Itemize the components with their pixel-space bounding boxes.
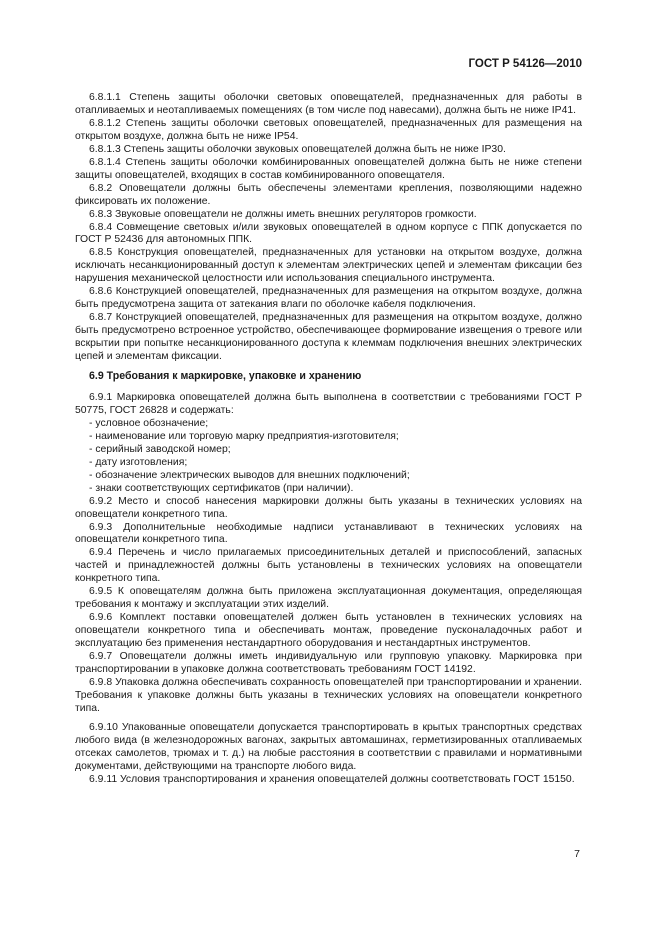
paragraph-6-9-5: 6.9.5 К оповещателям должна быть приложена эксплуатационная документация, определяющая требования к монтажу и эксплуатации этих изделий. [75,586,582,611]
list-item: - наименование или торговую марку предприятия-изготовителя; [75,431,582,444]
document-body [75,92,582,787]
paragraph-6-9-6: 6.9.6 Комплект поставки оповещателей должен быть установлен в технических условиях на оповещатели конкретного типа и обеспечивать монтаж, проведение пусконаладочных работ и эксплуатацию без применения нестандартного оборудования и нестандартных инструментов. [75,612,582,650]
list-item: - дату изготовления; [75,457,582,470]
paragraph-6-9-2: 6.9.2 Место и способ нанесения маркировки должны быть указаны в технических условиях на оповещатели конкретного типа. [75,495,582,520]
paragraph-6-8-1-2: 6.8.1.2 Степень защиты оболочки световых оповещателей, предназначенных для размещения на открытом воздухе, должна быть не ниже IP54. [75,117,582,142]
paragraph-6-8-1-1: 6.8.1.1 Степень защиты оболочки световых оповещателей, предназначенных для работы в отапливаемых и неотапливаемых помещениях (в том числе под навесами), должна быть не ниже IP41. [75,92,582,116]
paragraph-6-9-3: 6.9.3 Дополнительные необходимые надписи устанавливают в технических условиях на оповещатели конкретного типа. [75,521,582,546]
paragraph-6-9-4: 6.9.4 Перечень и число прилагаемых присоединительных деталей и приспособлений, запасных частей и принадлежностей должны быть установлены в технических условиях на оповещатели конкретного типа. [75,547,582,585]
paragraph-6-9-7: 6.9.7 Оповещатели должны иметь индивидуальную или групповую упаковку. Маркировка при транспортировании в упаковке должна соответствовать требованиям ГОСТ 14192. [75,651,582,675]
paragraph-6-8-5: 6.8.5 Конструкция оповещателей, предназначенных для установки на открытом воздухе, должна исключать несанкционированный доступ к элементам электрических цепей и элементам фиксации без нарушения механической целостности или использования специального инструмента. [75,247,582,285]
list-item: - условное обозначение; [75,418,582,431]
document-header: ГОСТ Р 54126—2010 [468,58,582,70]
marking-list [75,418,582,496]
page-number: 7 [574,848,580,860]
section-title: 6.9 Требования к маркировке, упаковке и хранению [89,370,362,383]
paragraph-6-9-10: 6.9.10 Упакованные оповещатели допускается транспортировать в крытых транспортных средствах любого вида (в железнодорожных вагонах, закрытых автомашинах, герметизированных отапливаемых отсеках самолетов, трюмах и т. д.) на любые расстояния в соответствии с правилами и нормативными документами, действующими на транспорте любого вида. [75,721,582,772]
list-item: - серийный заводской номер; [75,444,582,457]
paragraph-6-8-1-3: 6.8.1.3 Степень защиты оболочки звуковых оповещателей должна быть не ниже IP30. [89,143,506,155]
paragraph-6-8-6: 6.8.6 Конструкцией оповещателей, предназначенных для размещения на открытом воздухе, должна быть предусмотрена защита от затекания влаги по оболочке кабеля подключения. [75,286,582,311]
paragraph-6-8-4: 6.8.4 Совмещение световых и/или звуковых оповещателей в одном корпусе с ППК допускается по ГОСТ Р 52436 для автономных ППК. [75,221,582,246]
paragraph-6-9-8: 6.9.8 Упаковка должна обеспечивать сохранность оповещателей при транспортировании и хранении. Требования к упаковке должны быть указаны в технических условиях на оповещатели конкретного типа. [75,676,582,714]
paragraph-6-8-7: 6.8.7 Конструкцией оповещателей, предназначенных для размещения на открытом воздухе, должно быть предусмотрено встроенное устройство, обеспечивающее формирование извещения о тревоге или вскрытии при попытке несанкционированного доступа к клеммам подключения внешних электрических цепей и элементам фиксации. [75,312,582,363]
paragraph-6-8-1-4: 6.8.1.4 Степень защиты оболочки комбинированных оповещателей должна быть не ниже степени защиты оповещателей, входящих в состав комбинированного оповещателя. [75,156,582,181]
paragraph-6-8-2: 6.8.2 Оповещатели должны быть обеспечены элементами крепления, позволяющими надежно фиксировать их положение. [75,182,582,207]
paragraph-6-9-11: 6.9.11 Условия транспортирования и хранения оповещателей должны соответствовать ГОСТ 15150. [89,773,575,785]
paragraph-6-9-1: 6.9.1 Маркировка оповещателей должна быть выполнена в соответствии с требованиями ГОСТ Р 50775, ГОСТ 26828 и содержать: [75,391,582,416]
paragraph-6-8-3: 6.8.3 Звуковые оповещатели не должны иметь внешних регуляторов громкости. [89,208,477,220]
list-item: - обозначение электрических выводов для внешних подключений; [75,470,582,483]
list-item: - знаки соответствующих сертификатов (при наличии). [75,483,582,496]
